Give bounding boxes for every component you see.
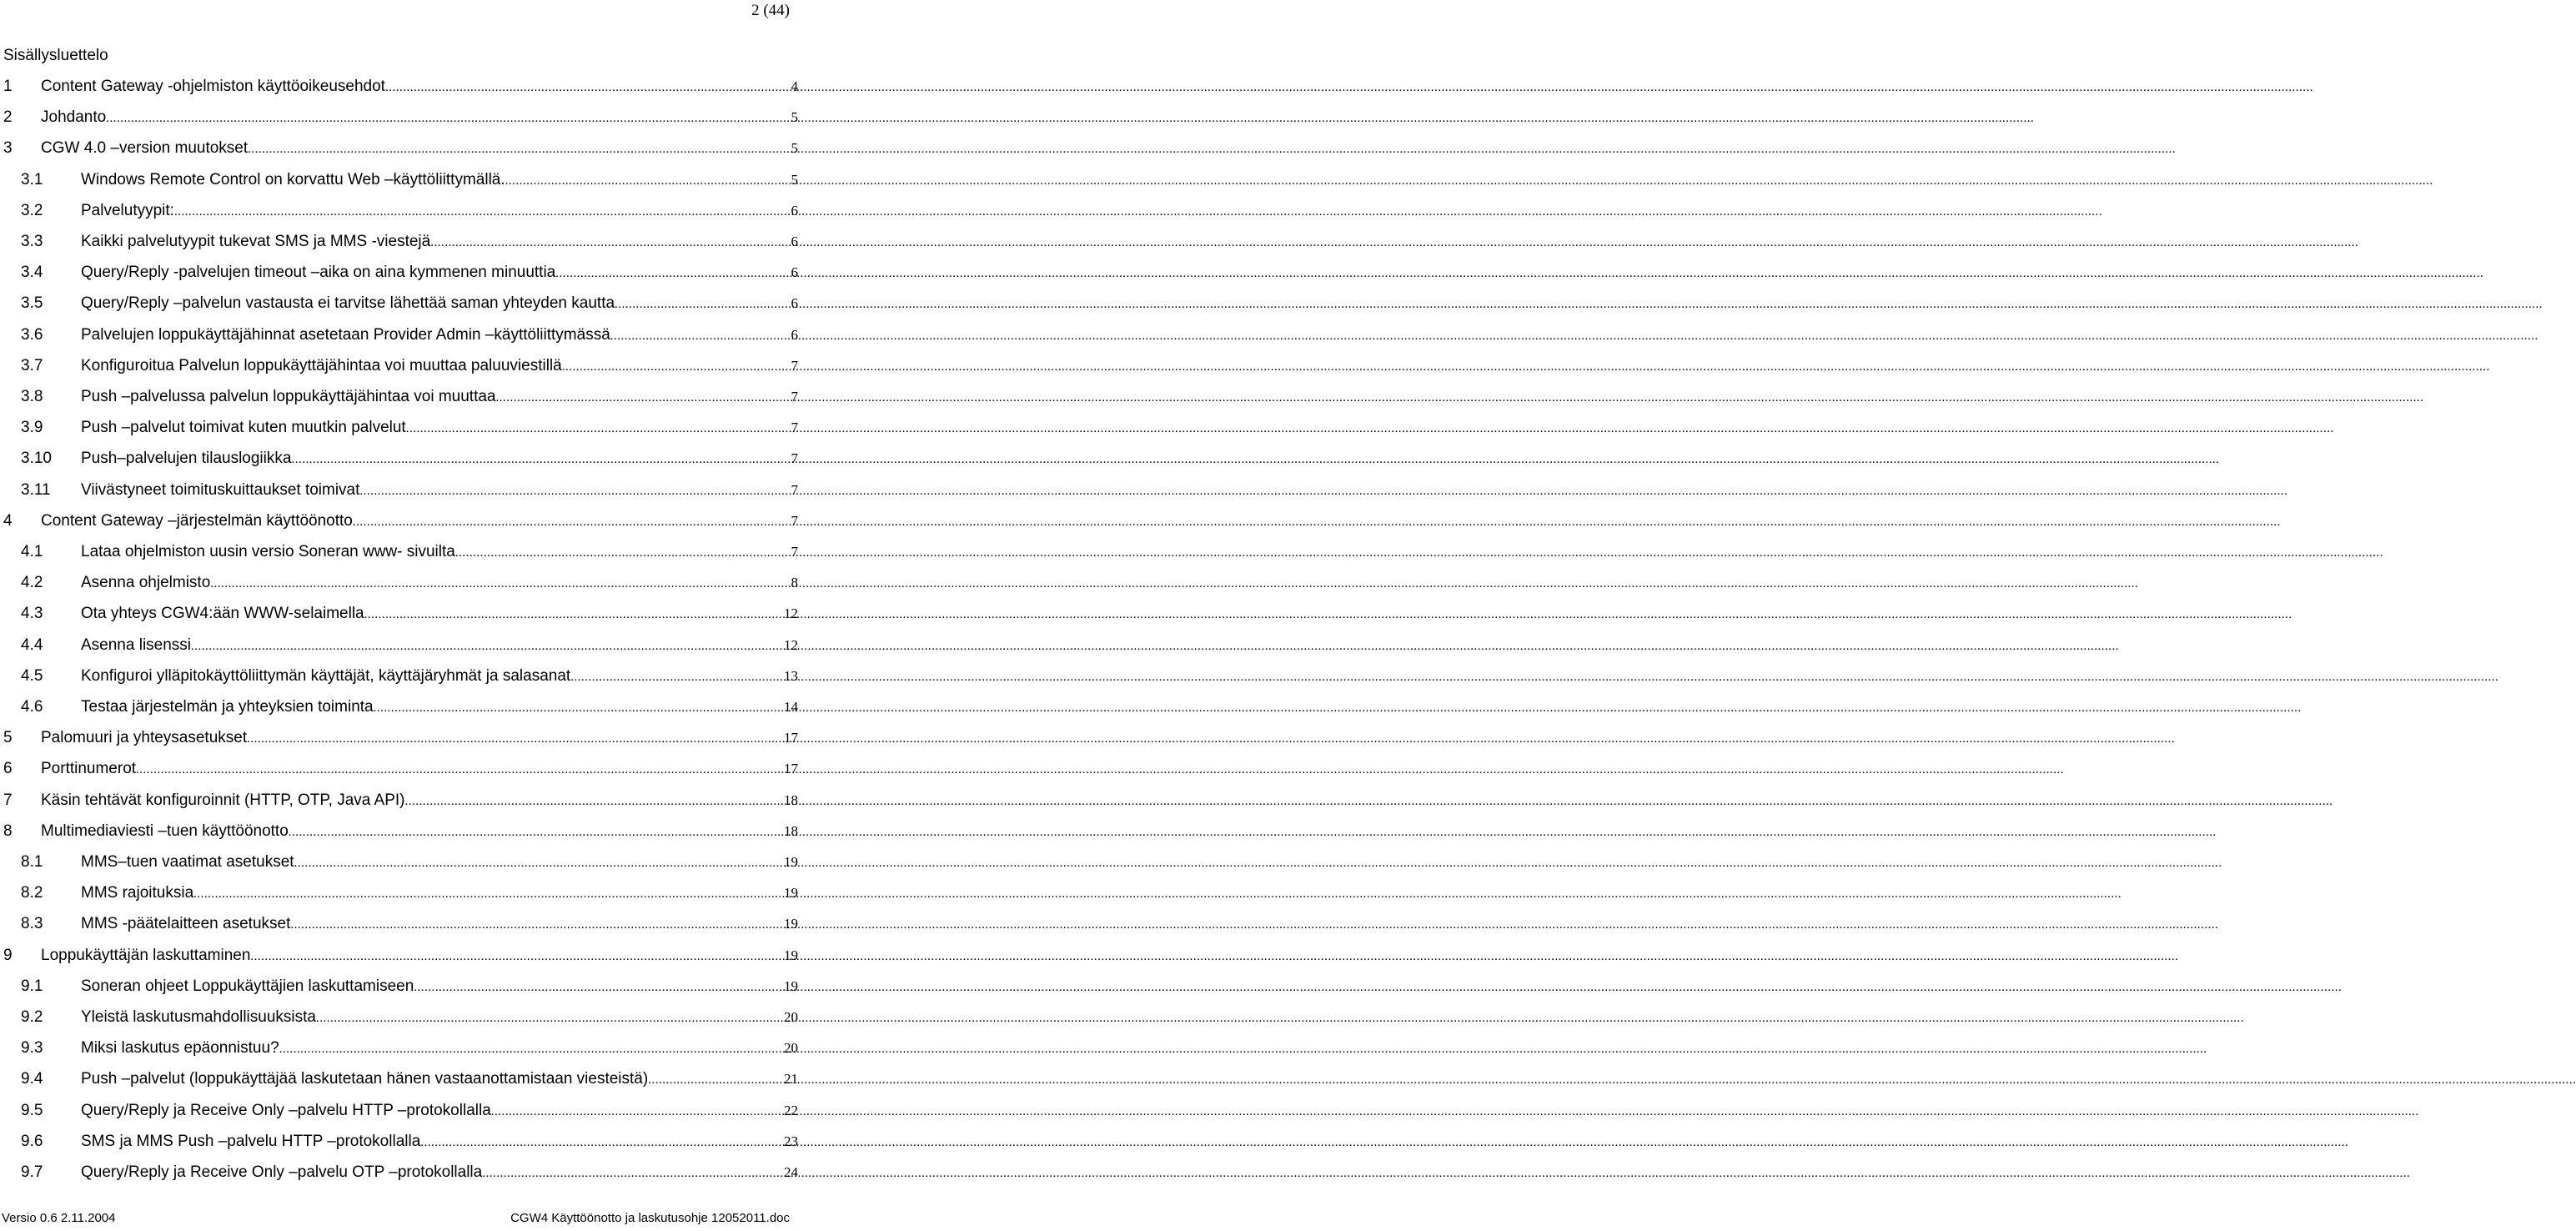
toc-dot-leader: [353, 511, 791, 533]
toc-entry-page: 7: [791, 450, 798, 467]
footer-version: Versio 0.6 2.11.2004: [2, 1211, 116, 1225]
toc-entry-number: 9.2: [21, 1008, 43, 1026]
toc-entry-number: 3.1: [21, 170, 43, 188]
toc-entry-title: Push–palvelujen tilauslogiikka: [81, 450, 292, 468]
toc-entry[interactable]: [0, 231, 801, 253]
toc-entry-number: 3.9: [21, 419, 43, 437]
toc-entry-number: 4.1: [21, 543, 43, 560]
toc-entry[interactable]: [0, 76, 801, 98]
toc-entry[interactable]: [0, 976, 801, 997]
toc-entry[interactable]: [0, 727, 801, 749]
toc-entry-page: 7: [791, 544, 798, 560]
toc-entry-line: [81, 696, 801, 719]
toc-entry-line: [81, 1162, 801, 1184]
toc-dot-leader: [210, 573, 791, 595]
toc-dot-leader: [191, 636, 784, 657]
toc-entry-number: 9.1: [21, 977, 43, 995]
toc-entry-page: 14: [784, 699, 798, 715]
toc-entry-line: [81, 448, 801, 470]
toc-entry-number: 3.11: [21, 480, 51, 499]
toc-entry-title: Ota yhteys CGW4:ään WWW-selaimella: [81, 605, 364, 623]
toc-dot-leader: [420, 1132, 784, 1153]
toc-entry-line: [81, 852, 801, 874]
toc-entry-title: Content Gateway –järjestelmän käyttöönotto: [41, 511, 353, 530]
toc-entry-number: 4: [3, 511, 13, 530]
toc-dot-leader: [562, 356, 791, 378]
toc-entry-number: 4.5: [21, 666, 43, 685]
toc-entry-line: [81, 913, 801, 936]
toc-entry[interactable]: [0, 1162, 801, 1183]
toc-dot-leader: [279, 1038, 784, 1060]
toc-dot-leader: [316, 1007, 784, 1029]
toc-entry-page: 19: [784, 885, 798, 902]
toc-entry-line: [81, 293, 801, 315]
toc-entry-number: 9.3: [21, 1039, 43, 1058]
toc-dot-leader: [455, 542, 791, 564]
toc-entry-page: 7: [791, 512, 798, 529]
toc-dot-leader: [248, 138, 791, 160]
toc-entry-line: [41, 758, 801, 781]
toc-entry-line: [81, 572, 801, 595]
toc-dot-leader: [364, 604, 784, 626]
toc-dot-leader: [193, 883, 784, 905]
toc-entry-line: [81, 262, 801, 284]
toc-dot-leader: [250, 946, 784, 967]
toc-entry-line: [81, 200, 801, 223]
toc-entry-page: 23: [784, 1133, 798, 1149]
toc-entry-title: Kaikki palvelutyypit tukevat SMS ja MMS -viestejä: [81, 233, 431, 250]
toc-entry-line: [81, 355, 801, 378]
toc-entry-line: [81, 480, 801, 502]
toc-entry[interactable]: [0, 945, 801, 967]
toc-entry-title: Palvelutyypit:: [81, 201, 174, 219]
toc-heading: Sisällysluettelo: [3, 47, 108, 64]
toc-entry-line: [81, 635, 801, 657]
toc-entry-page: 7: [791, 420, 798, 436]
toc-entry[interactable]: [0, 355, 801, 377]
toc-entry[interactable]: [0, 572, 801, 594]
toc-entry-line: [81, 417, 801, 440]
toc-dot-leader: [247, 728, 784, 750]
toc-entry-line: [81, 386, 801, 409]
toc-entry-number: 8: [3, 822, 13, 840]
toc-entry-number: 4.3: [21, 605, 43, 623]
toc-entry-page: 24: [784, 1164, 798, 1180]
toc-entry-line: [81, 603, 801, 626]
toc-dot-leader: [615, 294, 791, 315]
toc-entry-line: [81, 541, 801, 564]
toc-entry-number: 1: [3, 78, 13, 95]
toc-entry-page: 20: [784, 1009, 798, 1025]
toc-dot-leader: [482, 1163, 784, 1184]
toc-entry-number: 9: [3, 946, 13, 964]
toc-entry-page: 6: [791, 234, 798, 249]
toc-dot-leader: [359, 480, 791, 502]
toc-entry-page: 12: [784, 605, 798, 622]
toc-entry[interactable]: [0, 200, 801, 222]
toc-entry-page: 12: [784, 636, 798, 653]
toc-entry-number: 5: [3, 729, 13, 747]
toc-entry-number: 9.5: [21, 1101, 43, 1119]
toc-dot-leader: [106, 108, 791, 129]
toc-entry-line: [41, 945, 801, 967]
toc-entry[interactable]: [0, 417, 801, 439]
toc-entry-page: 19: [784, 916, 798, 932]
toc-entry-title: Asenna ohjelmisto: [81, 574, 211, 592]
toc-entry-title: Porttinumerot: [41, 760, 137, 778]
toc-entry-title: MMS rajoituksia: [81, 884, 194, 902]
toc-entry-number: 3: [3, 139, 13, 158]
toc-entry-title: Asenna lisenssi: [81, 636, 192, 654]
toc-entry-number: 9.4: [21, 1070, 43, 1088]
toc-entry-title: Konfiguroitua Palvelun loppukäyttäjähintaa voi muuttaa paluuviestillä: [81, 356, 562, 374]
toc-entry-line: [81, 1068, 801, 1091]
toc-entry-page: 18: [784, 822, 798, 839]
toc-entry-number: 6: [3, 760, 13, 778]
toc-dot-leader: [405, 791, 784, 812]
toc-entry-line: [81, 1038, 801, 1060]
toc-entry-title: Push –palvelussa palvelun loppukäyttäjähintaa voi muuttaa: [81, 388, 496, 405]
toc-entry-title: Miksi laskutus epäonnistuu?: [81, 1039, 279, 1058]
toc-entry-title: Multimediaviesti –tuen käyttöönotto: [41, 822, 289, 840]
toc-entry-title: Push –palvelut (loppukäyttäjää laskutetaan hänen vastaanottamistaan viesteistä): [81, 1070, 649, 1088]
toc-entry-line: [81, 1100, 801, 1123]
toc-entry-title: Soneran ohjeet Loppukäyttäjien laskuttamiseen: [81, 977, 414, 995]
toc-entry[interactable]: [0, 1038, 801, 1059]
toc-entry-number: 7: [3, 791, 13, 809]
toc-entry[interactable]: [0, 138, 801, 159]
toc-entry-number: 4.4: [21, 636, 43, 654]
toc-dot-leader: [555, 263, 791, 284]
toc-dot-leader: [385, 77, 791, 98]
toc-entry-page: 19: [784, 977, 798, 994]
toc-entry-number: 3.7: [21, 356, 43, 374]
toc-entry[interactable]: [0, 324, 801, 346]
toc-dot-leader: [406, 418, 791, 440]
toc-entry-line: [41, 76, 801, 98]
toc-entry-page: 5: [791, 109, 798, 126]
toc-dot-leader: [496, 387, 791, 409]
toc-entry-title: MMS–tuen vaatimat asetukset: [81, 853, 294, 871]
toc-entry-line: [81, 324, 801, 347]
toc-entry-number: 2: [3, 108, 13, 127]
toc-entry-number: 9.7: [21, 1163, 43, 1181]
toc-entry-title: SMS ja MMS Push –palvelu HTTP –protokollalla: [81, 1132, 421, 1150]
toc-entry-title: Yleistä laskutusmahdollisuuksista: [81, 1008, 316, 1026]
toc-entry-page: 6: [791, 202, 798, 219]
toc-entry-line: [41, 510, 801, 533]
toc-entry-line: [81, 666, 801, 688]
toc-entry-title: Query/Reply –palvelun vastausta ei tarvitse lähettää saman yhteyden kautta: [81, 294, 615, 313]
toc-entry-page: 6: [791, 264, 798, 281]
toc-dot-leader: [610, 325, 791, 347]
toc-entry-title: Käsin tehtävät konfiguroinnit (HTTP, OTP, Java API): [41, 791, 405, 809]
toc-entry-title: Query/Reply ja Receive Only –palvelu HTTP –protokollalla: [81, 1101, 491, 1119]
toc-entry-number: 8.1: [21, 853, 43, 871]
toc-entry-page: 4: [791, 78, 798, 94]
toc-entry-line: [41, 107, 801, 129]
toc-entry[interactable]: [0, 790, 801, 811]
toc-dot-leader: [491, 1101, 784, 1123]
toc-entry[interactable]: [0, 480, 801, 501]
toc-entry-page: 18: [784, 791, 798, 808]
toc-entry-page: 6: [791, 295, 798, 312]
toc-entry-number: 3.8: [21, 388, 43, 405]
toc-entry[interactable]: [0, 666, 801, 687]
toc-entry-line: [81, 231, 801, 254]
toc-entry-title: Windows Remote Control on korvattu Web –käyttöliittymällä.: [81, 170, 505, 188]
toc-entry[interactable]: [0, 1007, 801, 1028]
toc-entry-title: Palomuuri ja yhteysasetukset: [41, 729, 248, 747]
toc-dot-leader: [505, 170, 791, 192]
toc-entry-page: 7: [791, 357, 798, 374]
page-footer: [2, 1211, 790, 1225]
toc-entry-title: Content Gateway -ohjelmiston käyttöoikeusehdot: [41, 78, 385, 95]
toc-dot-leader: [289, 822, 784, 843]
toc-entry-page: 6: [791, 326, 798, 343]
toc-entry[interactable]: [0, 913, 801, 935]
toc-entry[interactable]: [0, 386, 801, 408]
toc-entry-title: Query/Reply ja Receive Only –palvelu OTP –protokollalla: [81, 1163, 483, 1181]
toc-entry-number: 3.6: [21, 325, 43, 344]
toc-dot-leader: [430, 232, 791, 254]
toc-entry-line: [81, 976, 801, 998]
toc-dot-leader: [648, 1069, 784, 1091]
toc-entry-line: [41, 790, 801, 812]
toc-entry[interactable]: [0, 262, 801, 284]
toc-entry-page: 5: [791, 171, 798, 188]
toc-entry[interactable]: [0, 696, 801, 718]
toc-dot-leader: [291, 449, 791, 470]
toc-entry-line: [81, 882, 801, 905]
toc-entry[interactable]: [0, 169, 801, 191]
toc-entry-title: Johdanto: [41, 108, 107, 127]
toc-dot-leader: [136, 759, 784, 781]
toc-dot-leader: [290, 914, 784, 936]
toc-entry-title: Push –palvelut toimivat kuten muutkin palvelut: [81, 419, 406, 437]
toc-entry-title: Konfiguroi ylläpitokäyttöliittymän käyttäjät, käyttäjäryhmät ja salasanat: [81, 666, 571, 685]
toc-entry-number: 4.6: [21, 698, 43, 716]
toc-entry[interactable]: [0, 293, 801, 314]
toc-entry-number: 3.10: [21, 450, 52, 468]
toc-entry[interactable]: [0, 107, 801, 128]
toc-entry[interactable]: [0, 541, 801, 563]
toc-entry[interactable]: [0, 1131, 801, 1153]
toc-entry[interactable]: [0, 635, 801, 656]
toc-entry-page: 13: [784, 667, 798, 684]
toc-dot-leader: [374, 697, 784, 719]
toc-entry-title: Testaa järjestelmän ja yhteyksien toiminta: [81, 698, 374, 716]
toc-entry-line: [81, 1131, 801, 1153]
toc-entry-title: Palvelujen loppukäyttäjähinnat asetetaan Provider Admin –käyttöliittymässä: [81, 325, 610, 344]
toc-entry-number: 3.5: [21, 294, 43, 313]
toc-entry-number: 3.4: [21, 264, 43, 282]
toc-entry[interactable]: [0, 852, 801, 873]
toc-entry[interactable]: [0, 1068, 801, 1090]
toc-entry-number: 3.2: [21, 201, 43, 219]
toc-entry-number: 8.3: [21, 915, 43, 933]
toc-entry-page: 19: [784, 854, 798, 870]
toc-dot-leader: [570, 666, 784, 688]
toc-entry-title: MMS -päätelaitteen asetukset: [81, 915, 291, 933]
footer-document-name: CGW4 Käyttöönotto ja laskutusohje 12052011.doc: [510, 1211, 790, 1225]
toc-entry-number: 4.2: [21, 574, 43, 592]
toc-dot-leader: [294, 852, 784, 874]
toc-entry-line: [41, 138, 801, 160]
toc-dot-leader: [414, 977, 784, 998]
toc-entry-title: Lataa ohjelmiston uusin versio Soneran www- sivuilta: [81, 543, 455, 560]
toc-entry-page: 8: [791, 575, 798, 591]
toc-entry-page: 21: [784, 1071, 798, 1088]
toc-entry-page: 17: [784, 761, 798, 777]
toc-entry-page: 22: [784, 1102, 798, 1118]
toc-entry-page: 7: [791, 389, 798, 404]
toc-entry-line: [41, 821, 801, 843]
toc-entry-title: Query/Reply -palvelujen timeout –aika on aina kymmenen minuuttia: [81, 264, 556, 282]
toc-entry-number: 8.2: [21, 884, 43, 902]
toc-entry[interactable]: [0, 603, 801, 625]
toc-entry-page: 19: [784, 947, 798, 963]
toc-entry-page: 5: [791, 140, 798, 157]
toc-entry-page: 7: [791, 481, 798, 498]
toc-entry-title: Loppukäyttäjän laskuttaminen: [41, 946, 251, 964]
toc-entry-page: 17: [784, 730, 798, 746]
toc-entry[interactable]: [0, 882, 801, 904]
toc-entry-title: Viivästyneet toimituskuittaukset toimivat: [81, 480, 360, 499]
toc-entry[interactable]: [0, 510, 801, 532]
toc-entry[interactable]: [0, 1100, 801, 1122]
toc-dot-leader: [174, 201, 791, 223]
toc-entry-title: CGW 4.0 –version muutokset: [41, 139, 249, 158]
toc-entry-number: 9.6: [21, 1132, 43, 1150]
toc-entry-line: [81, 169, 801, 192]
toc-entry-line: [81, 1007, 801, 1029]
toc-entry[interactable]: [0, 758, 801, 780]
toc-entry-number: 3.3: [21, 233, 43, 250]
toc-entry-line: [41, 727, 801, 750]
toc-entry[interactable]: [0, 821, 801, 842]
page-number: 2 (44): [751, 2, 790, 19]
toc-entry-page: 20: [784, 1040, 798, 1057]
toc-entry[interactable]: [0, 448, 801, 470]
